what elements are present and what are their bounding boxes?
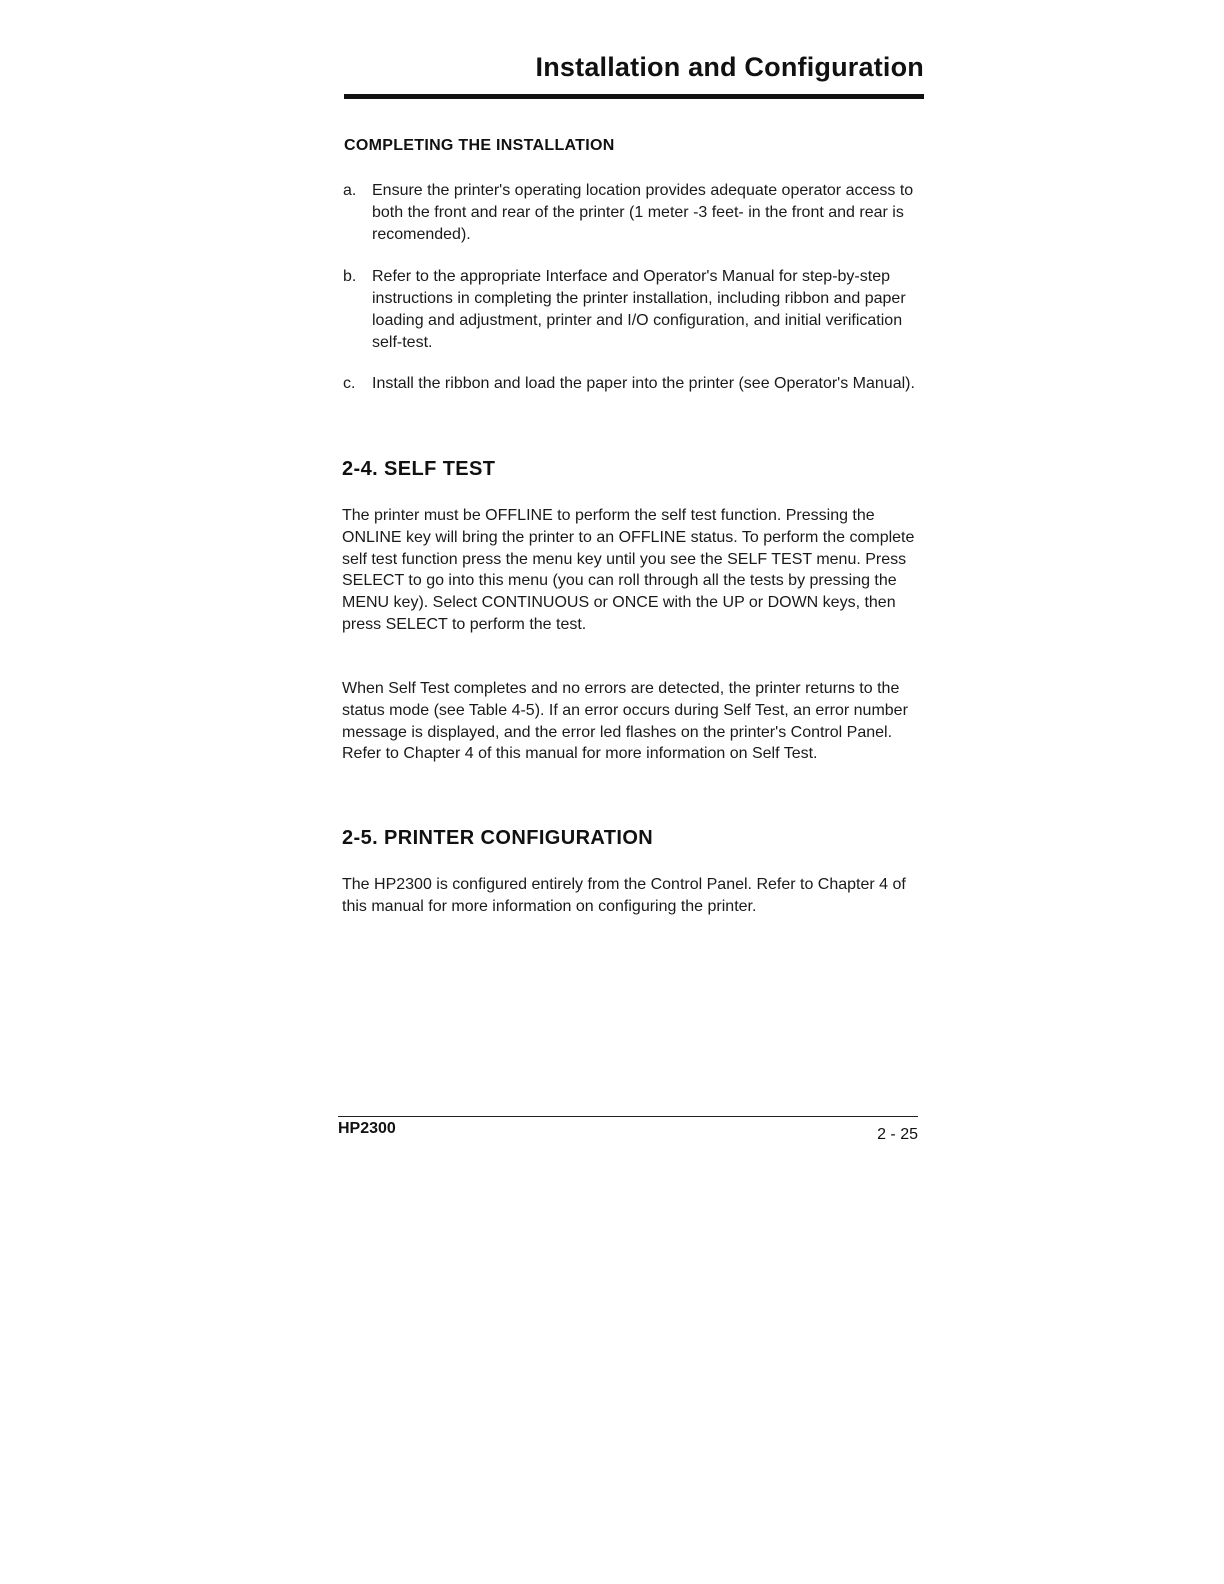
list-marker: a. bbox=[343, 182, 357, 199]
completing-installation-heading: COMPLETING THE INSTALLATION bbox=[344, 137, 615, 154]
header-rule bbox=[344, 94, 924, 99]
printer-configuration-paragraph: The HP2300 is configured entirely from the Control Panel. Refer to Chapter 4 of this manual for more information on configuring the printer. bbox=[342, 876, 906, 915]
running-header-title: Installation and Configuration bbox=[535, 52, 924, 82]
self-test-paragraph-2: When Self Test completes and no errors are detected, the printer returns to the status mode (see Table 4-5). If an error occurs during Self Test, an error number message is displayed, and the error led flashes on the printer's Control Panel. Refer to Chapter 4 of this manual for more information on Self Test. bbox=[342, 680, 908, 763]
list-item-text: Refer to the appropriate Interface and Operator's Manual for step-by-step instructions in completing the printer installation, including ribbon and paper loading and adjustment, printer and I/O configuration, and initial verification self-test. bbox=[372, 268, 906, 351]
list-marker: b. bbox=[343, 268, 357, 285]
list-item-text: Ensure the printer's operating location provides adequate operator access to both the front and rear of the printer (1 meter -3 feet- in the front and rear is recomended). bbox=[372, 182, 914, 243]
printer-configuration-heading: 2-5. PRINTER CONFIGURATION bbox=[342, 827, 654, 849]
self-test-heading: 2-4. SELF TEST bbox=[342, 458, 496, 480]
footer-page-number: 2 - 25 bbox=[877, 1126, 918, 1143]
list-marker: c. bbox=[343, 375, 356, 392]
list-item-text: Install the ribbon and load the paper into the printer (see Operator's Manual). bbox=[372, 375, 915, 392]
self-test-paragraph-1: The printer must be OFFLINE to perform the self test function. Pressing the ONLINE key will bring the printer to an OFFLINE status. To perform the complete self test function press the menu key until you see the SELF TEST menu. Press SELECT to go into this menu (you can roll through all the tests by pressing the MENU key). Select CONTINUOUS or ONCE with the UP or DOWN keys, then press SELECT to perform the test. bbox=[342, 507, 915, 633]
footer-model: HP2300 bbox=[338, 1120, 396, 1137]
footer-rule bbox=[338, 1116, 918, 1117]
